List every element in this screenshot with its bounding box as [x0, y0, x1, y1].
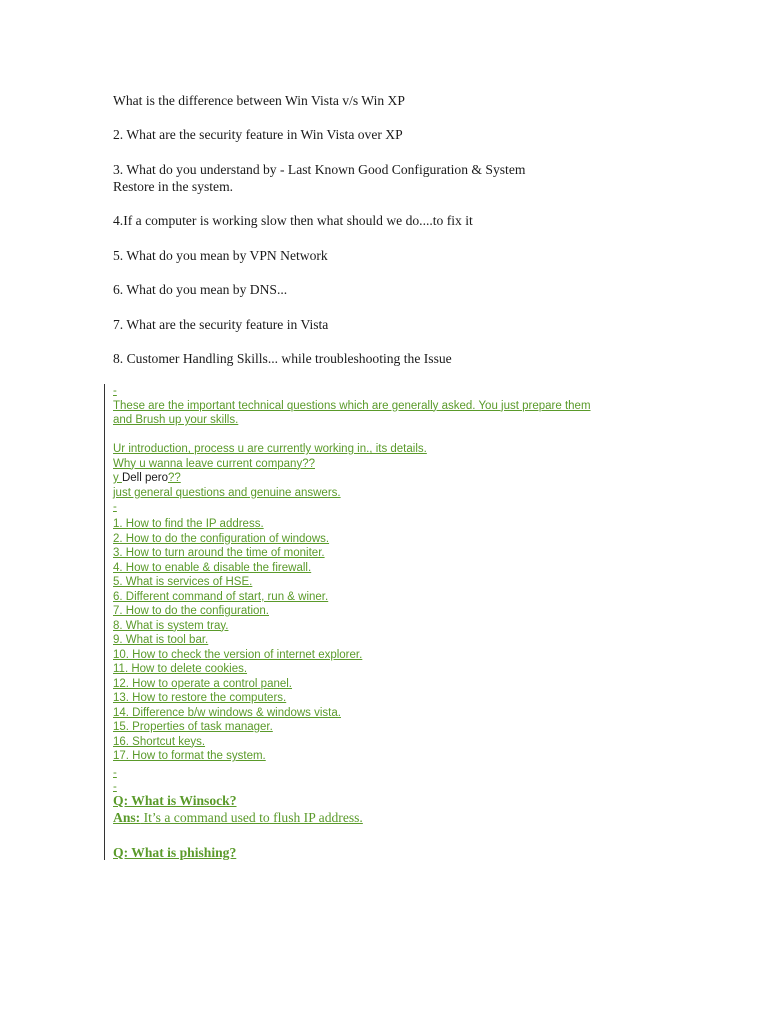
dell-pero-text: Dell pero: [121, 472, 168, 484]
dell-question-marks: ??: [167, 472, 181, 484]
y-prefix: y: [113, 472, 122, 484]
question-phishing: Q: What is phishing?: [113, 845, 237, 860]
list-item: 1. How to find the IP address.: [113, 518, 264, 530]
question-7: 7. What are the security feature in Vista: [113, 317, 329, 332]
answer-label: Ans:: [113, 810, 141, 825]
list-item: 15. Properties of task manager.: [113, 721, 273, 733]
technical-questions-list: [113, 517, 362, 764]
dash-marker: -: [113, 781, 117, 793]
list-item: 3. How to turn around the time of moniter.: [113, 547, 325, 559]
intro-line-2: and Brush up your skills.: [113, 414, 239, 426]
list-item: 5. What is services of HSE.: [113, 576, 253, 588]
dell-pero-line: [113, 471, 673, 486]
list-item: 11. How to delete cookies.: [113, 663, 248, 675]
list-item: 9. What is tool bar.: [113, 634, 209, 646]
answer-text: It’s a command used to flush IP address.: [140, 810, 363, 825]
question-8: 8. Customer Handling Skills... while troubleshooting the Issue: [113, 351, 452, 366]
list-item: 13. How to restore the computers.: [113, 692, 287, 704]
list-item: 8. What is system tray.: [113, 619, 229, 632]
list-item: 4. How to enable & disable the firewall.: [113, 561, 312, 574]
question-5: 5. What do you mean by VPN Network: [113, 248, 328, 263]
notes-block: [113, 384, 673, 515]
general-questions-line: just general questions and genuine answers.: [113, 486, 341, 499]
dash-marker: -: [113, 385, 117, 397]
blank-line: [113, 428, 673, 443]
list-item: 16. Shortcut keys.: [113, 735, 206, 748]
list-item: 2. How to do the configuration of windows.: [113, 532, 330, 545]
list-item: 17. How to format the system.: [113, 750, 266, 762]
question-winsock: Q: What is Winsock?: [113, 793, 237, 808]
list-item: 12. How to operate a control panel.: [113, 677, 293, 690]
dash-marker: -: [113, 767, 117, 779]
question-1: What is the difference between Win Vista v/s Win XP: [113, 93, 405, 108]
question-3-line-1: 3. What do you understand by - Last Known Good Configuration & System: [113, 162, 526, 177]
list-item: 10. How to check the version of internet explorer.: [113, 648, 363, 661]
question-6: 6. What do you mean by DNS...: [113, 282, 288, 297]
list-item: 14. Difference b/w windows & windows vista.: [113, 706, 341, 719]
list-item: 6. Different command of start, run & winer.: [113, 590, 329, 603]
question-3-line-2: Restore in the system.: [113, 179, 234, 194]
ur-introduction-line: Ur introduction, process u are currently working in., its details.: [113, 443, 427, 455]
list-item: 7. How to do the configuration.: [113, 605, 269, 617]
intro-line-1: These are the important technical questions which are generally asked. You just prepare them: [113, 399, 591, 412]
dash-marker: -: [113, 501, 117, 513]
answer-winsock: [113, 809, 363, 826]
why-leave-line: Why u wanna leave current company??: [113, 457, 315, 470]
revision-change-bar: [104, 384, 105, 860]
question-2: 2. What are the security feature in Win Vista over XP: [113, 127, 403, 142]
question-4: 4.If a computer is working slow then what should we do....to fix it: [113, 213, 473, 228]
